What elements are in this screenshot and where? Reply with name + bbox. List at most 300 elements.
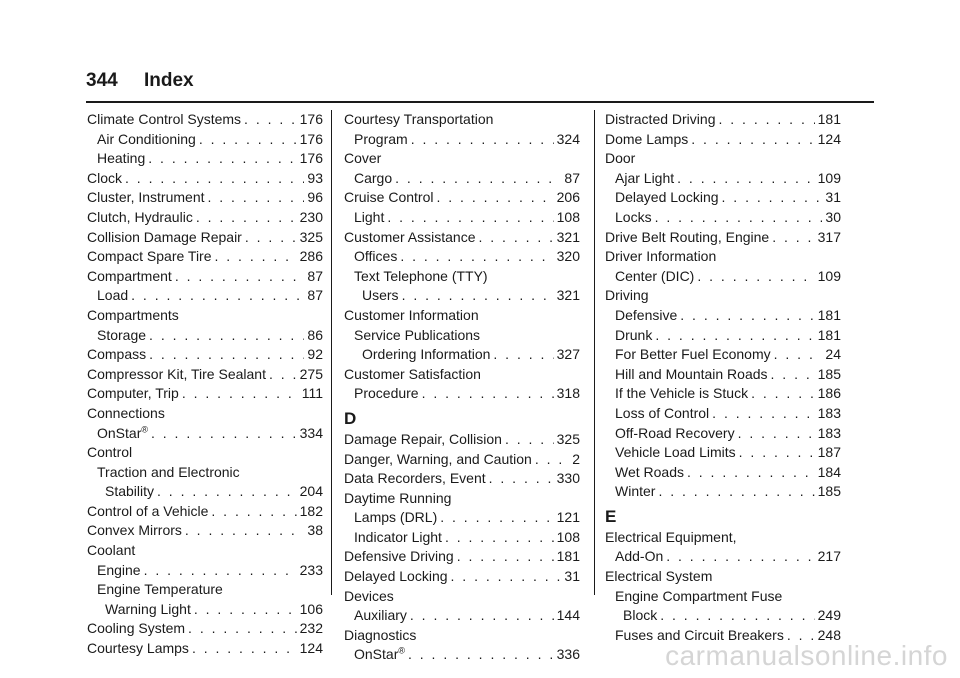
dot-leader [144, 561, 297, 581]
index-entry [605, 587, 841, 607]
entry-page-number: 87 [564, 169, 580, 186]
entry-term [605, 286, 649, 306]
entry-term-text: Program [354, 130, 408, 147]
entry-page-number: 38 [307, 522, 323, 539]
entry-term [354, 384, 419, 404]
entry-term [97, 326, 146, 346]
index-entry [344, 587, 580, 607]
entry-page-number: 321 [556, 228, 580, 245]
entry-term-text: Electrical Equipment, [605, 528, 737, 545]
entry-page-number: 330 [556, 470, 580, 487]
entry-term-text: Fuses and Circuit Breakers [615, 626, 784, 643]
dot-leader [697, 267, 814, 287]
entry-page-number: 334 [299, 424, 323, 441]
entry-term [354, 528, 442, 548]
index-entry [344, 430, 580, 450]
entry-page-number: 186 [817, 385, 841, 402]
entry-page-number: 24 [825, 346, 841, 363]
entry-term [97, 149, 145, 169]
entry-page-number: 185 [817, 483, 841, 500]
entry-term [605, 528, 737, 548]
entry-page-number: 176 [299, 111, 323, 127]
entry-page-number: 111 [301, 385, 323, 402]
page-title: Index [144, 70, 194, 91]
index-entry [344, 247, 580, 267]
entry-term-text: Vehicle Load Limits [615, 444, 736, 461]
entry-term [87, 188, 205, 208]
dot-leader [151, 424, 297, 444]
entry-term-text: Add-On [615, 548, 664, 565]
entry-term [87, 345, 146, 365]
entry-page-number: 87 [307, 267, 323, 284]
entry-term [97, 424, 148, 444]
entry-term [344, 228, 476, 248]
index-entry [87, 286, 323, 306]
entry-term [605, 247, 716, 267]
entry-term [87, 110, 241, 130]
entry-term-text: Door [605, 150, 636, 167]
entry-page-number: 176 [299, 130, 323, 147]
entry-term [605, 149, 635, 169]
section-letter: D [344, 408, 357, 428]
entry-term-text: Compact Spare Tire [87, 248, 212, 265]
registered-mark: ® [141, 423, 148, 434]
dot-leader [215, 247, 297, 267]
index-entry [87, 502, 323, 522]
dot-leader [451, 567, 562, 587]
index-entry [605, 482, 841, 502]
index-entry [87, 463, 323, 483]
dot-leader [505, 430, 554, 450]
index-entry [605, 384, 841, 404]
entry-term-text: Distracted Driving [605, 111, 716, 127]
entry-term [97, 580, 223, 600]
entry-term [605, 567, 712, 587]
entry-term-text: Drive Belt Routing, Engine [605, 228, 770, 245]
index-entry [344, 188, 580, 208]
entry-term [615, 326, 652, 346]
index-entry [344, 469, 580, 489]
entry-term-text: Ordering Information [362, 346, 491, 363]
entry-term [87, 169, 122, 189]
index-entry [344, 130, 580, 150]
dot-leader [772, 228, 814, 248]
entry-term [615, 482, 655, 502]
entry-page-number: 93 [307, 169, 323, 186]
header-rule [86, 101, 874, 103]
index-entry [605, 547, 841, 567]
entry-page-number: 124 [817, 130, 841, 147]
index-entry [87, 521, 323, 541]
dot-leader [691, 130, 814, 150]
entry-term [615, 443, 736, 463]
dot-leader [194, 600, 297, 620]
index-entry [344, 306, 580, 326]
entry-term [87, 541, 135, 561]
entry-term-text: Stability [105, 483, 155, 500]
entry-term [362, 345, 490, 365]
dot-leader [148, 149, 296, 169]
dot-leader [677, 169, 814, 189]
index-entry [344, 286, 580, 306]
index-entry [605, 404, 841, 424]
entry-term [87, 639, 189, 659]
entry-term-text: Block [623, 607, 658, 624]
entry-term-text: Lamps (DRL) [354, 509, 438, 526]
dot-leader [687, 463, 815, 483]
entry-term-text: For Better Fuel Economy [615, 346, 771, 363]
dot-leader [157, 482, 297, 502]
index-entry [344, 208, 580, 228]
entry-page-number: 108 [556, 528, 580, 545]
entry-term-text: Computer, Trip [87, 385, 179, 402]
entry-term-text: Users [362, 287, 399, 304]
dot-leader [245, 228, 297, 248]
entry-page-number: 327 [556, 346, 580, 363]
index-entry [87, 267, 323, 287]
entry-term [87, 247, 212, 267]
entry-term [615, 188, 719, 208]
entry-term [344, 489, 451, 509]
entry-term [354, 208, 384, 228]
index-entry [87, 639, 323, 659]
entry-term [354, 247, 397, 267]
entry-page-number: 232 [299, 620, 323, 637]
index-entry [87, 365, 323, 385]
entry-term [87, 306, 179, 326]
entry-term-text: Delayed Locking [344, 568, 448, 585]
index-entry [605, 188, 841, 208]
index-entry [605, 110, 841, 130]
entry-term [344, 547, 454, 567]
entry-term [615, 587, 782, 607]
entry-page-number: 275 [299, 365, 323, 382]
dot-leader [400, 247, 553, 267]
entry-term [623, 606, 657, 626]
entry-page-number: 183 [817, 424, 841, 441]
entry-term [615, 547, 663, 567]
entry-term-text: Center (DIC) [615, 267, 695, 284]
dot-leader [211, 502, 296, 522]
index-entry [344, 267, 580, 287]
index-entry [87, 541, 323, 561]
entry-term [354, 508, 437, 528]
entry-term-text: Compass [87, 346, 147, 363]
index-entry [605, 365, 841, 385]
entry-term-text: Control [87, 444, 133, 461]
entry-term-text: Coolant [87, 542, 136, 559]
index-entry [344, 149, 580, 169]
entry-term-text: If the Vehicle is Stuck [615, 385, 749, 402]
index-entry [344, 626, 580, 646]
index-entry [87, 561, 323, 581]
dot-leader [738, 424, 815, 444]
entry-term [354, 130, 408, 150]
entry-term-text: Courtesy Transportation [344, 111, 494, 127]
entry-term [615, 169, 674, 189]
entry-page-number: 325 [299, 228, 323, 245]
dot-leader [208, 188, 305, 208]
index-column-3 [605, 110, 841, 645]
index-entry [605, 149, 841, 169]
entry-page-number: 187 [817, 444, 841, 461]
entry-term-text: Control of a Vehicle [87, 502, 209, 519]
entry-term [354, 267, 488, 287]
entry-term [605, 228, 769, 248]
entry-term-text: Indicator Light [354, 528, 442, 545]
index-entry [87, 110, 323, 130]
entry-term [97, 463, 240, 483]
entry-term [615, 404, 709, 424]
entry-term-text: Damage Repair, Collision [344, 430, 502, 447]
entry-page-number: 108 [556, 208, 580, 225]
entry-page-number: 184 [817, 463, 841, 480]
dot-leader [410, 606, 554, 626]
dot-leader [718, 110, 814, 130]
entry-term [87, 404, 165, 424]
dot-leader [489, 469, 554, 489]
entry-term [344, 626, 416, 646]
index-entry [87, 149, 323, 169]
entry-term [354, 645, 405, 665]
entry-page-number: 109 [817, 169, 841, 186]
index-entry [87, 345, 323, 365]
entry-page-number: 230 [299, 208, 323, 225]
entry-term-text: Engine Temperature [97, 581, 223, 598]
entry-page-number: 106 [299, 600, 323, 617]
index-entry [605, 463, 841, 483]
index-entry [605, 208, 841, 228]
entry-page-number: 176 [299, 150, 323, 167]
entry-page-number: 317 [817, 228, 841, 245]
dot-leader [712, 404, 814, 424]
entry-term [97, 130, 196, 150]
entry-term-text: Customer Information [344, 306, 479, 323]
entry-page-number: 181 [817, 111, 841, 127]
index-entry [344, 528, 580, 548]
entry-term [344, 188, 433, 208]
entry-page-number: 217 [817, 548, 841, 565]
index-entry [605, 443, 841, 463]
dot-leader [658, 482, 814, 502]
entry-term-text: Cruise Control [344, 189, 434, 206]
entry-term-text: Daytime Running [344, 489, 452, 506]
index-entry [87, 306, 323, 326]
entry-term [344, 149, 381, 169]
entry-term [87, 365, 266, 385]
entry-term-text: Diagnostics [344, 626, 417, 643]
entry-term-text: Electrical System [605, 568, 713, 585]
index-column-1 [87, 110, 323, 659]
index-entry [344, 384, 580, 404]
index-entry [605, 306, 841, 326]
index-entry [605, 424, 841, 444]
entry-term-text: Traction and Electronic [97, 463, 240, 480]
dot-leader [722, 188, 823, 208]
entry-term [344, 469, 486, 489]
index-entry [87, 208, 323, 228]
dot-leader [436, 188, 553, 208]
entry-page-number: 248 [817, 626, 841, 643]
entry-term [615, 384, 748, 404]
index-entry [344, 169, 580, 189]
index-entry [87, 580, 323, 600]
entry-term-text: Compartment [87, 267, 172, 284]
entry-page-number: 109 [817, 267, 841, 284]
dot-leader [182, 384, 299, 404]
index-entry [344, 450, 580, 470]
entry-term-text: Cooling System [87, 620, 186, 637]
entry-term-text: Driver Information [605, 248, 717, 265]
entry-term-text: Delayed Locking [615, 189, 719, 206]
dot-leader [422, 384, 554, 404]
entry-term-text: Cluster, Instrument [87, 189, 205, 206]
dot-leader [655, 208, 823, 228]
dot-leader [771, 365, 815, 385]
index-entry [344, 508, 580, 528]
entry-term-text: Service Publications [354, 326, 481, 343]
index-entry [344, 228, 580, 248]
entry-term [97, 286, 128, 306]
entry-term [87, 619, 185, 639]
entry-term-text: Hill and Mountain Roads [615, 365, 768, 382]
entry-term [105, 600, 191, 620]
entry-page-number: 2 [572, 450, 580, 467]
page-header [86, 70, 194, 92]
dot-leader [125, 169, 304, 189]
entry-term [344, 587, 394, 607]
index-entry [87, 619, 323, 639]
entry-term [344, 110, 493, 130]
index-entry [344, 606, 580, 626]
index-entry [605, 169, 841, 189]
entry-page-number: 206 [556, 189, 580, 206]
entry-term [615, 463, 684, 483]
entry-term-text: Auxiliary [354, 607, 407, 624]
index-column-2 [344, 110, 580, 665]
entry-term [605, 130, 688, 150]
dot-leader [751, 384, 815, 404]
entry-term-text: Devices [344, 587, 394, 604]
dot-leader [666, 547, 814, 567]
entry-term [344, 365, 481, 385]
index-entry [344, 567, 580, 587]
entry-term-text: Heating [97, 150, 146, 167]
entry-term-text: Warning Light [105, 600, 191, 617]
entry-term [87, 502, 208, 522]
entry-page-number: 87 [307, 287, 323, 304]
entry-term [354, 606, 407, 626]
entry-page-number: 320 [556, 248, 580, 265]
index-entry [605, 345, 841, 365]
dot-leader [199, 130, 297, 150]
dot-leader [188, 619, 297, 639]
dot-leader [655, 326, 814, 346]
index-entry [605, 606, 841, 626]
entry-term-text: Cargo [354, 169, 393, 186]
index-entry [87, 482, 323, 502]
entry-term-text: Offices [354, 248, 398, 265]
entry-term-text: Danger, Warning, and Caution [344, 450, 532, 467]
index-entry [344, 110, 580, 130]
entry-term-text: Clock [87, 169, 123, 186]
entry-term-text: Dome Lamps [605, 130, 689, 147]
entry-term [344, 430, 502, 450]
index-entry [344, 547, 580, 567]
dot-leader [479, 228, 554, 248]
entry-term-text: Customer Satisfaction [344, 365, 481, 382]
entry-term [362, 286, 399, 306]
dot-leader [402, 286, 554, 306]
entry-term [344, 450, 532, 470]
entry-page-number: 86 [307, 326, 323, 343]
entry-term [354, 169, 392, 189]
dot-leader [131, 286, 304, 306]
entry-page-number: 31 [564, 568, 580, 585]
entry-page-number: 124 [299, 640, 323, 657]
dot-leader [408, 645, 554, 665]
index-entry [87, 600, 323, 620]
index-entry [605, 247, 841, 267]
index-entry [344, 489, 580, 509]
entry-term-text: Engine [97, 561, 141, 578]
entry-term [105, 482, 154, 502]
entry-term [87, 384, 179, 404]
index-entry [87, 443, 323, 463]
index-entry [344, 645, 580, 665]
entry-term-text: Loss of Control [615, 404, 710, 421]
entry-term [344, 567, 448, 587]
entry-term-text: Light [354, 208, 385, 225]
entry-term-text: Text Telephone (TTY) [354, 267, 488, 284]
dot-leader [244, 110, 297, 130]
entry-page-number: 31 [825, 189, 841, 206]
dot-leader [387, 208, 553, 228]
entry-term-text: Storage [97, 326, 147, 343]
entry-term [97, 561, 141, 581]
entry-term-text: Connections [87, 404, 165, 421]
index-entry [87, 247, 323, 267]
index-entry [344, 365, 580, 385]
entry-term-text: OnStar [354, 646, 399, 663]
entry-page-number: 182 [299, 502, 323, 519]
dot-leader [192, 639, 297, 659]
entry-term [344, 306, 479, 326]
dot-leader [739, 443, 815, 463]
entry-page-number: 336 [556, 646, 580, 663]
entry-term-text: Convex Mirrors [87, 522, 182, 539]
dot-leader [149, 326, 304, 346]
index-entry [605, 528, 841, 548]
dot-leader [440, 508, 553, 528]
page-number: 344 [86, 70, 118, 91]
entry-page-number: 181 [556, 548, 580, 565]
section-letter: E [605, 506, 617, 526]
dot-leader [149, 345, 304, 365]
entry-term-text: Data Recorders, Event [344, 470, 486, 487]
entry-term [87, 208, 193, 228]
entry-page-number: 96 [307, 189, 323, 206]
entry-page-number: 144 [556, 607, 580, 624]
watermark: carmanualsonline.info [665, 640, 948, 671]
entry-term [615, 267, 694, 287]
entry-term-text: Collision Damage Repair [87, 228, 242, 245]
index-entry [605, 228, 841, 248]
entry-term-text: Engine Compartment Fuse [615, 587, 783, 604]
entry-page-number: 233 [299, 561, 323, 578]
index-entry [605, 286, 841, 306]
entry-term-text: Load [97, 287, 129, 304]
